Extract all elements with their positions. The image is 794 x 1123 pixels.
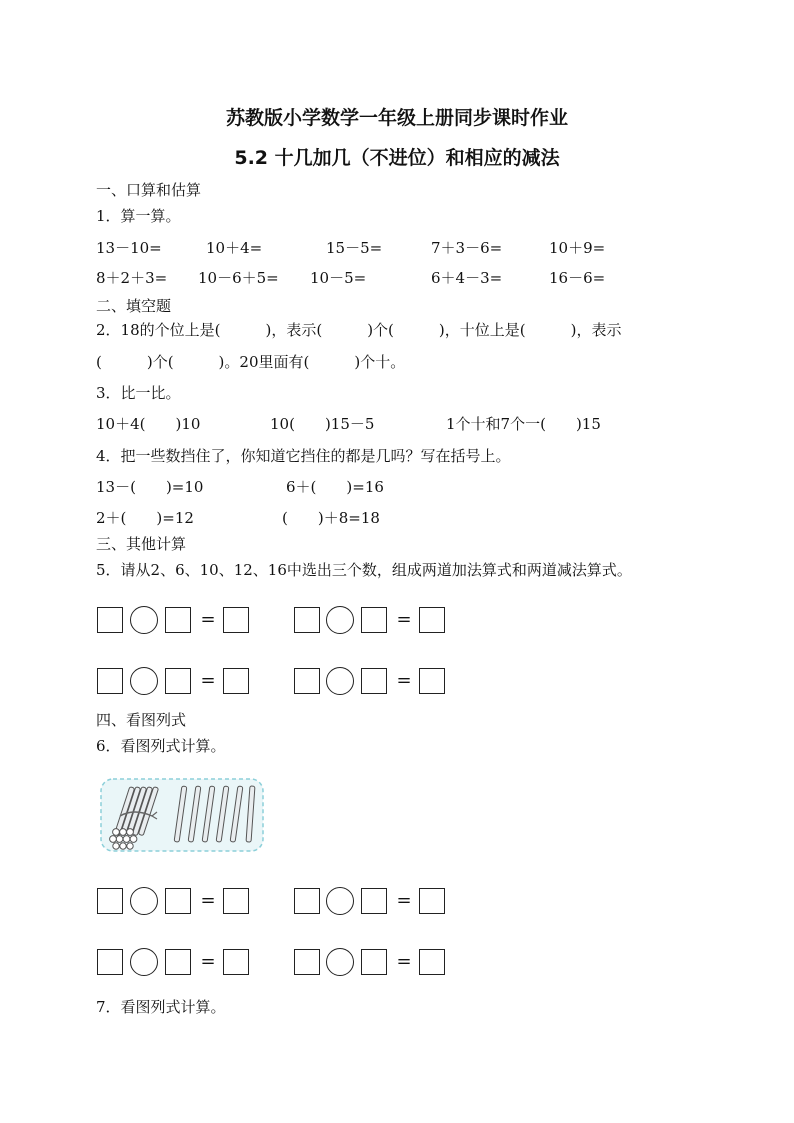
sticks-picture	[100, 778, 264, 852]
section-heading-1: 一、口算和估算	[96, 181, 202, 199]
missing-number-item: 6＋( )=16	[286, 478, 384, 496]
answer-box[interactable]	[361, 607, 387, 633]
operator-circle[interactable]	[326, 606, 354, 634]
operator-circle[interactable]	[130, 667, 158, 695]
question-7-label: 7．看图列式计算。	[96, 998, 226, 1016]
calc-item: 7＋3－6=	[431, 239, 503, 257]
operator-circle[interactable]	[130, 606, 158, 634]
answer-box[interactable]	[294, 607, 320, 633]
operator-circle[interactable]	[326, 667, 354, 695]
question-2-line-2: ( )个( )。20里面有( )个十。	[96, 353, 406, 371]
calc-item: 13－10=	[96, 239, 162, 257]
question-1-label: 1．算一算。	[96, 207, 181, 225]
equals-sign: =	[200, 670, 216, 691]
calc-item: 10＋9=	[549, 239, 606, 257]
answer-box[interactable]	[165, 668, 191, 694]
missing-number-item: 2＋( )=12	[96, 509, 194, 527]
answer-box[interactable]	[294, 888, 320, 914]
answer-box[interactable]	[294, 949, 320, 975]
answer-box[interactable]	[419, 888, 445, 914]
answer-box[interactable]	[223, 949, 249, 975]
answer-box[interactable]	[165, 607, 191, 633]
calc-item: 15－5=	[326, 239, 383, 257]
calc-item: 10－5=	[310, 269, 367, 287]
equals-sign: =	[200, 609, 216, 630]
operator-circle[interactable]	[130, 948, 158, 976]
answer-box[interactable]	[165, 888, 191, 914]
answer-box[interactable]	[361, 949, 387, 975]
answer-box[interactable]	[97, 668, 123, 694]
answer-box[interactable]	[223, 668, 249, 694]
operator-circle[interactable]	[326, 887, 354, 915]
calc-item: 6＋4－3=	[431, 269, 503, 287]
page-title: 苏教版小学数学一年级上册同步课时作业	[225, 107, 568, 129]
section-heading-3: 三、其他计算	[96, 535, 187, 553]
equals-sign: =	[200, 890, 216, 911]
equals-sign: =	[200, 951, 216, 972]
compare-item: 10＋4( )10	[96, 415, 201, 433]
answer-box[interactable]	[97, 607, 123, 633]
compare-item: 10( )15－5	[270, 415, 375, 433]
answer-box[interactable]	[97, 949, 123, 975]
answer-box[interactable]	[223, 888, 249, 914]
calc-item: 8＋2＋3=	[96, 269, 168, 287]
equals-sign: =	[396, 890, 412, 911]
answer-box[interactable]	[223, 607, 249, 633]
answer-box[interactable]	[97, 888, 123, 914]
compare-item: 1个十和7个一( )15	[446, 415, 601, 433]
answer-box[interactable]	[419, 949, 445, 975]
answer-box[interactable]	[294, 668, 320, 694]
question-2-line-1: 2．18的个位上是( )，表示( )个( )，十位上是( )，表示	[96, 321, 622, 339]
operator-circle[interactable]	[326, 948, 354, 976]
section-heading-4: 四、看图列式	[96, 711, 187, 729]
page-subtitle: 5.2 十几加几（不进位）和相应的减法	[234, 147, 560, 169]
calc-item: 16－6=	[549, 269, 606, 287]
question-4-label: 4．把一些数挡住了，你知道它挡住的都是几吗？写在括号上。	[96, 447, 511, 465]
question-6-label: 6．看图列式计算。	[96, 737, 226, 755]
answer-box[interactable]	[165, 949, 191, 975]
answer-box[interactable]	[419, 607, 445, 633]
calc-item: 10－6＋5=	[198, 269, 279, 287]
missing-number-item: 13－( )=10	[96, 478, 204, 496]
section-heading-2: 二、填空题	[96, 297, 172, 315]
question-3-label: 3．比一比。	[96, 384, 181, 402]
operator-circle[interactable]	[130, 887, 158, 915]
calc-item: 10＋4=	[206, 239, 263, 257]
question-5-label: 5．请从2、6、10、12、16中选出三个数，组成两道加法算式和两道减法算式。	[96, 561, 632, 579]
missing-number-item: ( )＋8=18	[282, 509, 380, 527]
equals-sign: =	[396, 609, 412, 630]
answer-box[interactable]	[361, 668, 387, 694]
equals-sign: =	[396, 670, 412, 691]
answer-box[interactable]	[361, 888, 387, 914]
equals-sign: =	[396, 951, 412, 972]
answer-box[interactable]	[419, 668, 445, 694]
